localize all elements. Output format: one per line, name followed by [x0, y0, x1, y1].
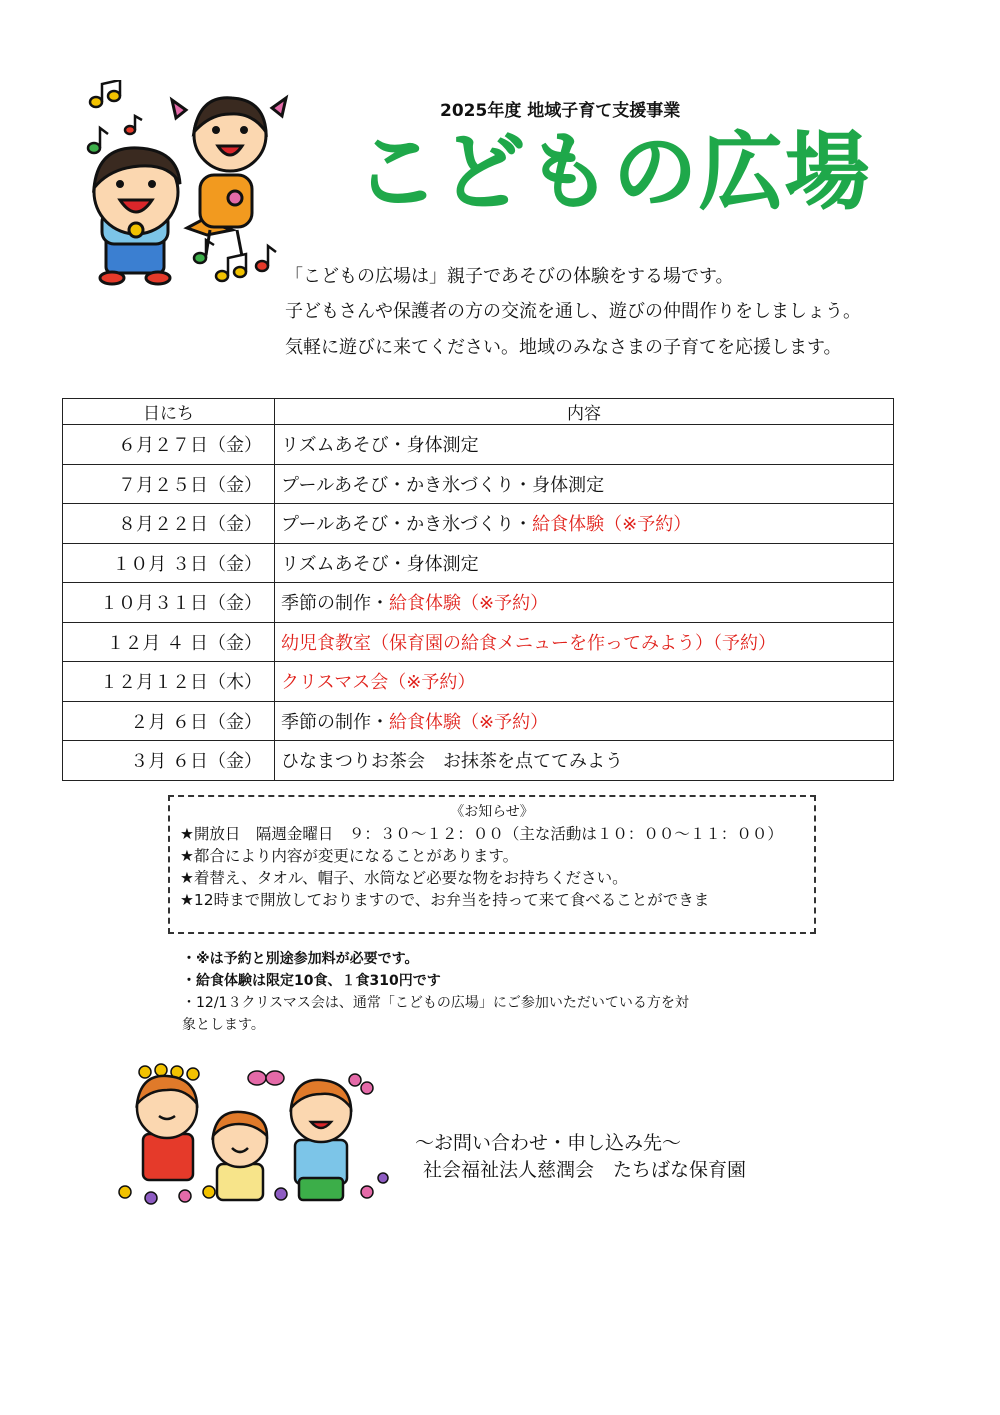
- notice-line: ★開放日 隔週金曜日 ９：３０〜１２：００（主な活動は１０：００〜１１：００）: [180, 825, 783, 843]
- event-content: [275, 504, 894, 544]
- note-line: ・12/1３クリスマス会は、通常「こどもの広場」にご参加いただいている方を対: [182, 995, 689, 1011]
- table-row: [63, 741, 894, 781]
- child-icon: [213, 1112, 267, 1200]
- girl-icon: [137, 1076, 197, 1180]
- notice-line: ★12時まで開放しておりますので、お弁当を持って来て食べることができま: [180, 891, 710, 909]
- event-activity: ひなまつりお茶会 お抹茶を点ててみよう: [281, 751, 623, 773]
- table-row: [63, 583, 894, 623]
- notice-line: ★着替え、タオル、帽子、水筒など必要な物をお持ちください。: [180, 869, 628, 887]
- butterfly-icon: [248, 1071, 284, 1085]
- girl-icon: [172, 98, 286, 256]
- children-singing-illustration: [82, 80, 302, 290]
- table-row: [63, 464, 894, 504]
- note-line: ・※は予約と別途参加料が必要です。: [182, 951, 419, 967]
- flower-icon: [349, 1074, 373, 1094]
- event-content: [275, 425, 894, 465]
- intro-text-line: 気軽に遊びに来てください。地域のみなさまの子育てを応援します。: [285, 337, 842, 358]
- table-row: [63, 425, 894, 465]
- event-highlight: 給食体験（※予約）: [389, 593, 549, 615]
- event-highlight: 給食体験（※予約）: [389, 711, 549, 733]
- boy-icon: [94, 148, 180, 284]
- event-highlight: 給食体験（※予約）: [532, 514, 692, 536]
- event-date: ３月 ６日（金）: [63, 741, 275, 781]
- music-note-icon: [194, 240, 214, 263]
- notice-line: ★都合により内容が変更になることがあります。: [180, 847, 519, 865]
- event-activity: リズムあそび・身体測定: [281, 553, 479, 575]
- event-date: １２月１２日（木）: [63, 662, 275, 702]
- event-date: １２月 ４ 日（金）: [63, 622, 275, 662]
- column-header-content: 内容: [275, 399, 894, 425]
- music-note-icon: [125, 116, 142, 134]
- table-row: [63, 662, 894, 702]
- contact-heading: 〜お問い合わせ・申し込み先〜: [415, 1132, 682, 1154]
- event-content: [275, 662, 894, 702]
- table-row: [63, 543, 894, 583]
- event-date: ６月２７日（金）: [63, 425, 275, 465]
- note-line: 象とします。: [182, 1017, 265, 1033]
- event-activity: リズムあそび・身体測定: [281, 435, 479, 457]
- event-activity: プールあそび・かき氷づくり・: [281, 514, 533, 536]
- event-content: [275, 622, 894, 662]
- event-highlight: クリスマス会（※予約）: [281, 672, 476, 694]
- event-date: １０月３１日（金）: [63, 583, 275, 623]
- music-note-icon: [90, 80, 120, 107]
- children-flowers-illustration: [105, 1060, 390, 1210]
- intro-text-line: 「こどもの広場は」親子であそびの体験をする場です。: [285, 266, 734, 287]
- boy-icon: [291, 1080, 351, 1200]
- event-activity: プールあそび・かき氷づくり・身体測定: [281, 474, 605, 496]
- event-content: [275, 464, 894, 504]
- page-title: こどもの広場: [355, 123, 872, 221]
- event-content: [275, 701, 894, 741]
- music-note-icon: [256, 246, 276, 271]
- note-line: ・給食体験は限定10食、１食310円です: [182, 973, 441, 989]
- event-date: ８月２２日（金）: [63, 504, 275, 544]
- music-note-icon: [216, 254, 246, 281]
- table-row: [63, 622, 894, 662]
- event-activity: 季節の制作・: [281, 593, 389, 615]
- contact-organization: 社会福祉法人慈潤会 たちばな保育園: [422, 1159, 746, 1181]
- schedule-table: [62, 398, 894, 781]
- page-subtitle: 2025年度 地域子育て支援事業: [440, 101, 681, 121]
- event-content: [275, 543, 894, 583]
- table-header-row: [63, 399, 894, 425]
- music-note-icon: [88, 128, 108, 153]
- notice-heading: 《お知らせ》: [450, 804, 534, 820]
- event-content: [275, 583, 894, 623]
- intro-text-line: 子どもさんや保護者の方の交流を通し、遊びの仲間作りをしましょう。: [285, 301, 861, 322]
- event-activity: 季節の制作・: [281, 711, 389, 733]
- table-row: [63, 504, 894, 544]
- notice-box: [168, 795, 816, 934]
- event-date: ２月 ６日（金）: [63, 701, 275, 741]
- event-date: ７月２５日（金）: [63, 464, 275, 504]
- event-highlight: 幼児食教室（保育園の給食メニューを作ってみよう）（予約）: [281, 632, 776, 654]
- column-header-date: 日にち: [63, 399, 275, 425]
- event-date: １０月 ３日（金）: [63, 543, 275, 583]
- event-content: [275, 741, 894, 781]
- table-row: [63, 701, 894, 741]
